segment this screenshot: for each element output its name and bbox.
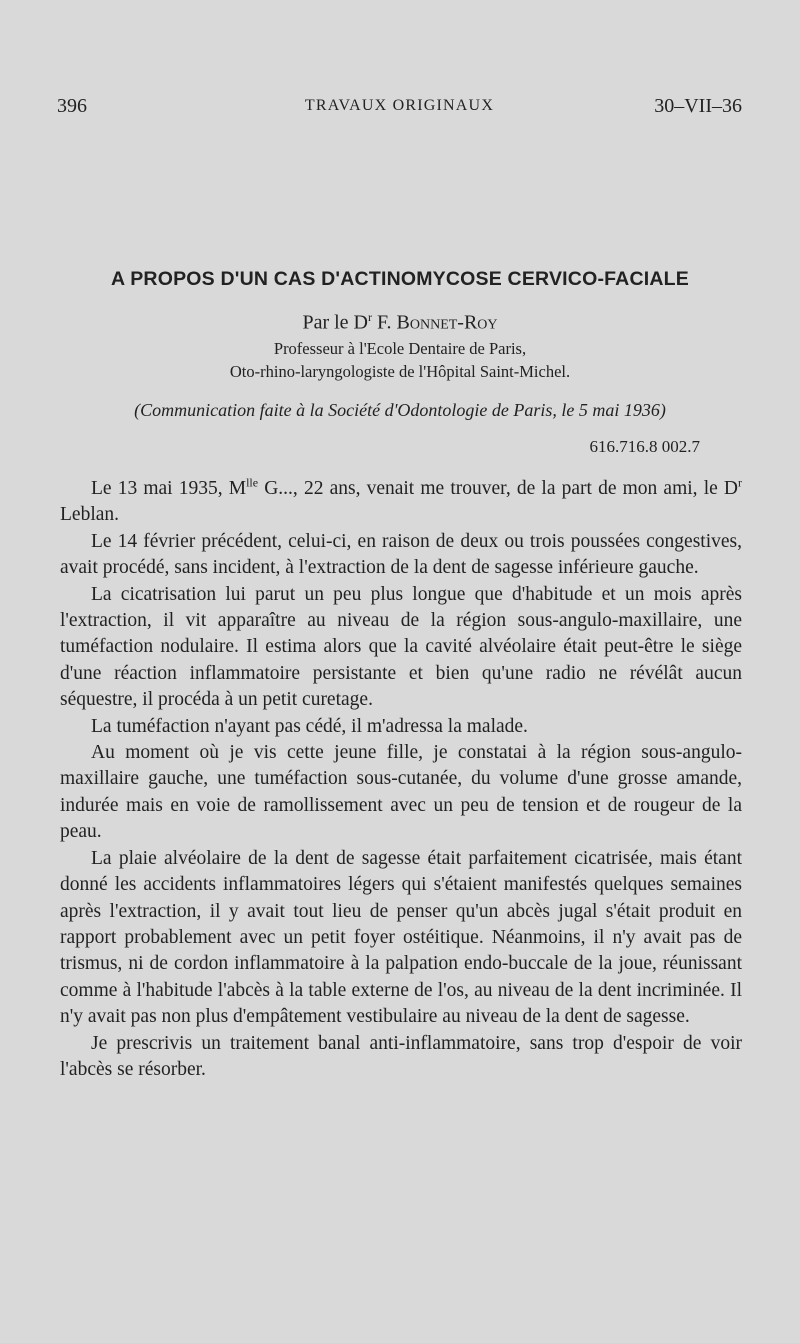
paragraph-7: Je prescrivis un traitement banal anti-inflammatoire, sans trop d'espoir de voir l'abcès se résorber. — [60, 1032, 742, 1080]
page-number: 396 — [57, 95, 87, 117]
byline-sup: r — [368, 310, 372, 324]
paragraph-3: La cicatrisation lui parut un peu plus longue que d'habitude et un mois après l'extraction, il vit apparaître au niveau de la région sous-angulo-maxillaire, une tuméfaction nodulaire. Il estima alors que la cavité alvéolaire était peut-être le siège d'une réaction inflammatoire persistante et bien qu'une radio ne révélât aucun séquestre, il procéda à un petit curetage. — [60, 583, 742, 711]
classification-code: 616.716.8 002.7 — [589, 437, 700, 456]
paragraph-1 — [60, 476, 742, 529]
running-head — [57, 95, 742, 125]
article-title: A PROPOS D'UN CAS D'ACTINOMYCOSE CERVICO-FACIALE — [111, 268, 689, 290]
article-body — [60, 476, 742, 1083]
author-name: F. Bonnet-Roy — [377, 311, 498, 334]
paragraph-6: La plaie alvéolaire de la dent de sagesse était parfaitement cicatrisée, mais étant donné les accidents inflammatoires légers qui s'étaient manifestés quelques semaines après l'extraction, il y avait tout lieu de penser qu'un abcès jugal s'était produit en rapport probablement avec un petit foyer ostéitique. Néanmoins, il n'y avait pas de trismus, ni de cordon inflammatoire à la palpation endo-buccale de la joue, réunissant comme à l'habitude l'abcès à la table externe de l'os, au niveau de la dent incriminée. Il n'y avait pas non plus d'empâtement vestibulaire au niveau de la dent de sagesse. — [60, 847, 742, 1028]
paragraph-5: Au moment où je vis cette jeune fille, je constatai à la région sous-angulo-maxillaire gauche, une tuméfaction sous-cutanée, du volume d'une grosse amande, indurée mais en voie de ramollissement avec un peu de tension et de rougeur de la peau. — [60, 742, 742, 843]
p1-part-c: Leblan. — [60, 504, 120, 526]
byline-prefix: Par le D — [302, 311, 368, 334]
paragraph-4: La tuméfaction n'ayant pas cédé, il m'adressa la malade. — [91, 715, 528, 737]
paragraph-2: Le 14 février précédent, celui-ci, en raison de deux ou trois poussées congestives, avait procédé, sans incident, à l'extraction de la dent de sagesse inférieure gauche. — [60, 530, 742, 579]
affiliation-line-1: Professeur à l'Ecole Dentaire de Paris, — [273, 339, 527, 358]
running-title: TRAVAUX ORIGINAUX — [304, 97, 495, 114]
communication-note: (Communication faite à la Société d'Odontologie de Paris, le 5 mai 1936) — [134, 400, 666, 420]
p1-part-b: G..., 22 ans, venait me trouver, de la part de mon ami, le D — [258, 478, 738, 499]
issue-date: 30–VII–36 — [654, 95, 742, 117]
p1-sup-1: lle — [246, 475, 259, 490]
p1-part-a: Le 13 mai 1935, M — [91, 478, 247, 499]
byline — [57, 310, 743, 335]
affiliation-line-2: Oto-rhino-laryngologiste de l'Hôpital Saint-Michel. — [229, 362, 571, 381]
p1-sup-2: r — [737, 475, 742, 490]
